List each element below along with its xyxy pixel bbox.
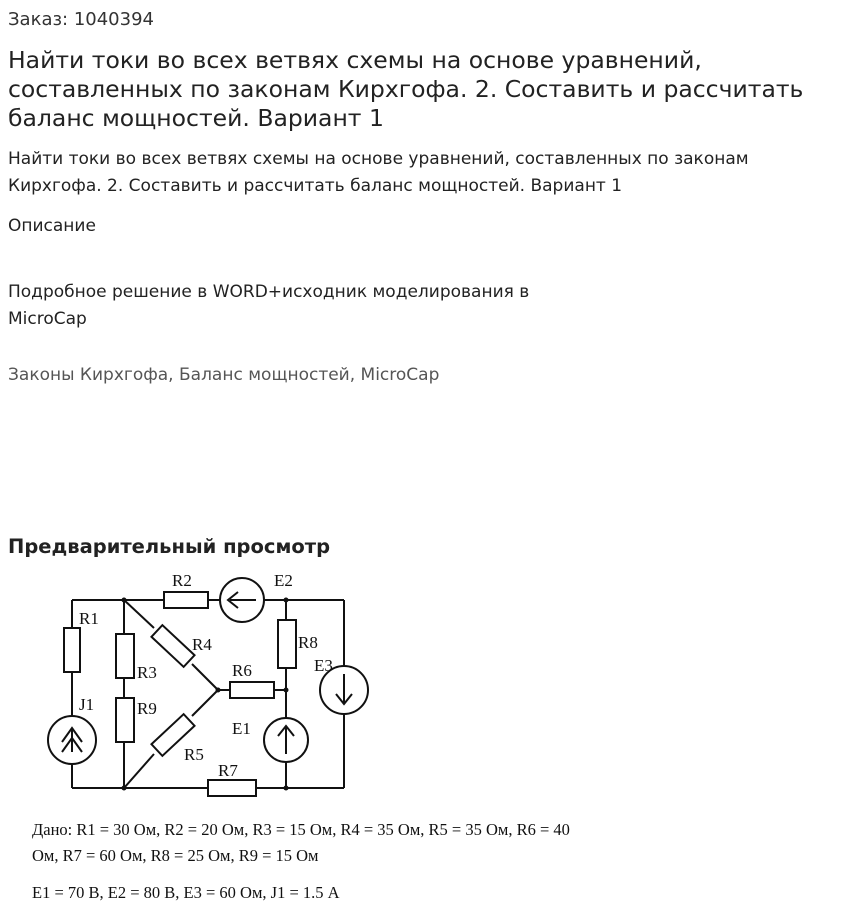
label-j1: J1 [79, 695, 95, 714]
label-r5: R5 [184, 745, 204, 764]
page-subtitle: Найти токи во всех ветвях схемы на основе уравнений, составленных по законам Кирхгофа. 2. Составить и рассчитать баланс мощностей. Вариант 1 [8, 149, 749, 196]
label-r7: R7 [218, 761, 238, 780]
label-r3: R3 [137, 663, 157, 682]
page-title: Найти токи во всех ветвях схемы на основе уравнений, составленных по законам Кирхгофа. 2. Составить и рассчитать баланс мощностей. Вариант 1 [8, 46, 804, 132]
resistor-r9 [116, 698, 134, 742]
label-r9: R9 [137, 699, 157, 718]
wire [124, 754, 154, 788]
resistor-r2 [164, 592, 208, 608]
resistor-r3 [116, 634, 134, 678]
preview-heading: Предварительный просмотр [8, 535, 331, 558]
resistor-r4 [151, 625, 194, 667]
node [284, 786, 289, 791]
description-heading: Описание [8, 216, 96, 236]
order-number: Заказ: 1040394 [8, 9, 154, 30]
resistor-r7 [208, 780, 256, 796]
node [216, 688, 221, 693]
label-r6: R6 [232, 661, 252, 680]
node [284, 688, 289, 693]
node [284, 598, 289, 603]
circuit-diagram [36, 564, 376, 804]
tags-list: Законы Кирхгофа, Баланс мощностей, MicroCap [8, 365, 440, 385]
label-r1: R1 [79, 609, 99, 628]
wire [192, 664, 218, 690]
node [122, 786, 127, 791]
label-r2: R2 [172, 571, 192, 590]
given-line-1: Дано: R1 = 30 Ом, R2 = 20 Ом, R3 = 15 Ом, R4 = 35 Ом, R5 = 35 Ом, R6 = 40 [32, 820, 570, 839]
label-r4: R4 [192, 635, 212, 654]
resistor-r6 [230, 682, 274, 698]
label-r8: R8 [298, 633, 318, 652]
description-body: Подробное решение в WORD+исходник моделирования в MicroCap [8, 282, 530, 329]
given-line-3: E1 = 70 В, E2 = 80 В, E3 = 60 Ом, J1 = 1.5 А [32, 883, 340, 902]
label-e3: E3 [314, 656, 333, 675]
wire [192, 690, 218, 716]
wire [124, 600, 154, 628]
label-e1: E1 [232, 719, 251, 738]
given-line-2: Ом, R7 = 60 Ом, R8 = 25 Ом, R9 = 15 Ом [32, 846, 319, 865]
label-e2: E2 [274, 571, 293, 590]
resistor-r1 [64, 628, 80, 672]
resistor-r8 [278, 620, 296, 668]
node [122, 598, 127, 603]
